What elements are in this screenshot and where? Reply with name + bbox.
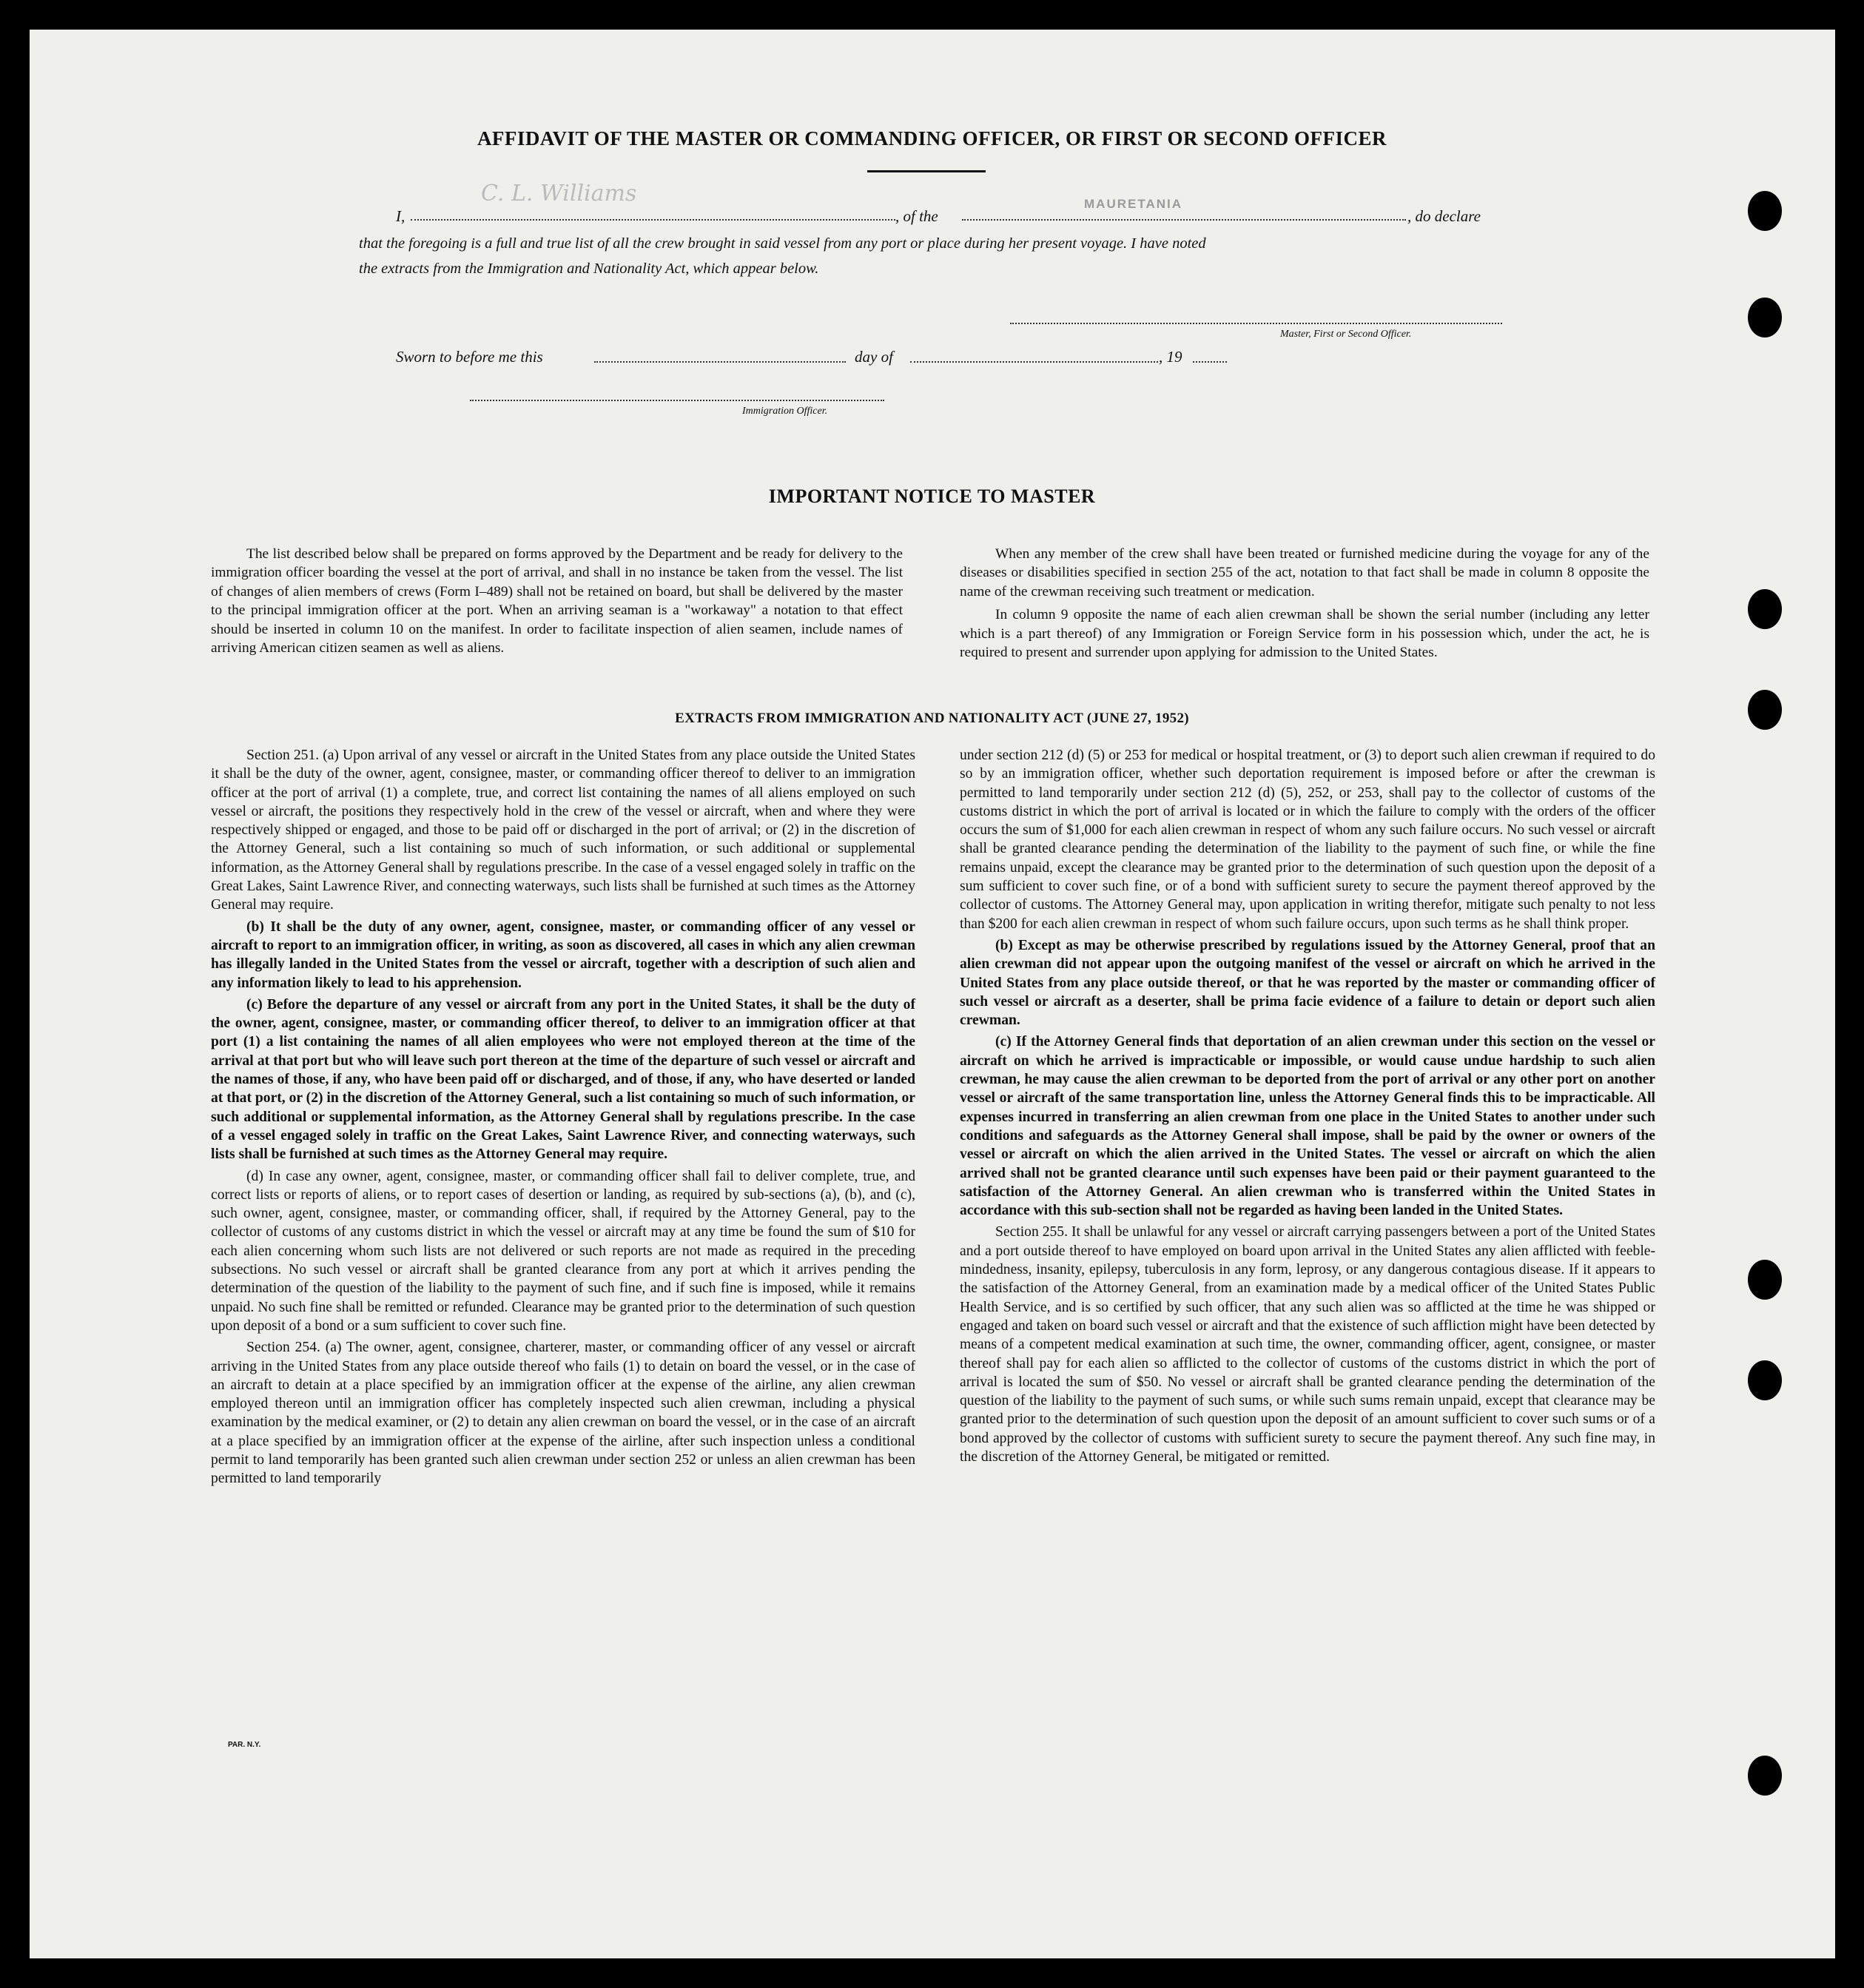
- master-signature-line: [1010, 323, 1502, 324]
- notice-left-paragraph: The list described below shall be prepared on forms approved by the Department and be ready for delivery to the immigration officer boarding the vessel at the port of arrival, and shall in no instance be taken from the vessel. The list of changes of alien members of crews (Form I–489) shall not be retained on board, but shall be delivered by the master to the principal immigration officer at the port. When an arriving seaman is a "workaway" a notation to that effect should be inserted in column 10 on the manifest. In order to facilitate inspection of alien seamen, include names of arriving American citizen seamen as well as aliens.: [211, 546, 903, 656]
- section-251-d: (d) In case any owner, agent, consignee, master, or commanding officer shall fail to deliver complete, true, and correct lists or reports of aliens, or to report cases of desertion or landing, as required by sub-sections (a), (b), and (c), such owner, agent, consignee, master, or commanding officer, shall, if required by the Attorney General, pay to the collector of customs of any customs district in which the vessel or aircraft may at any time be found the sum of $10 for each alien concerning whom such lists are not delivered or such reports are not made as required in the preceding subsections. No such vessel or aircraft shall be granted clearance from any port at which it arrives pending the determination of the question of the liability to the payment of such fine, and if such fine is imposed, while it remains unpaid. No such fine shall be remitted or refunded. Clearance may be granted prior to the determination of such question upon deposit of a bond or a sum sufficient to cover such fine.: [211, 1168, 915, 1334]
- signer-signature: C. L. Williams: [481, 181, 637, 206]
- section-255: Section 255. It shall be unlawful for any vessel or aircraft carrying passengers between a port of the United States and a port outside thereof to have employed on board upon arrival in the United States any alien afflicted with feeble-mindedness, insanity, epilepsy, tuberculosis in any form, leprosy, or any dangerous contagious disease. If it appears to the satisfaction of the Attorney General, from an examination made by a medical officer of the United States Public Health Service, and is so certified by such officer, that any such alien was so afflicted at the time he was shipped or engaged and taken on board such vessel or aircraft and that the existence of such affliction might have been detected by means of a competent medical examination at such time, the owner, commanding officer, agent, consignee, or master thereof shall pay for each alien so afflicted to the collector of customs of the customs district in which the port of arrival is located the sum of $50. No vessel or aircraft shall be granted clearance pending the determination of the question of the liability to the payment of such sums, or while such sums remain unpaid, except that clearance may be granted prior to the determination of such question upon the deposit of an amount sufficient to cover such sums or of a bond approved by the collector of customs with sufficient surety to secure the payment thereof. Any such fine may, in the discretion of the Attorney General, be mitigated or remitted.: [960, 1224, 1655, 1465]
- do-declare-label: , do declare: [1407, 207, 1481, 225]
- notice-right-column: [960, 545, 1649, 665]
- binder-hole: [1748, 191, 1782, 231]
- section-254-a: Section 254. (a) The owner, agent, consignee, charterer, master, or commanding officer of any vessel or aircraft arriving in the United States from any place outside thereof who fails (1) to detain on board the vessel, or in the case of an aircraft to detain at a place specified by an immigration officer at the expense of the airline, any alien crewman employed thereon until an immigration officer has completely inspected such alien crewman, including a physical examination by the medical examiner, or (2) to detain any alien crewman on board the vessel, or in the case of an aircraft at a place specified by an immigration officer at the expense of the airline, after such inspection unless a conditional permit to land temporarily has been granted such alien crewman under section 252 or unless an alien crewman has been permitted to land temporarily: [211, 1340, 915, 1487]
- section-254-c: (c) If the Attorney General finds that deportation of an alien crewman under this section on the vessel or aircraft on which he arrived is impracticable or impossible, or would cause undue hardship to such alien crewman, he may cause the alien crewman to be deported from the port of arrival or any other port on another vessel or aircraft of the same transportation line, unless the Attorney General finds this to be impracticable. All expenses incurred in transferring an alien crewman from one place in the United States to another under such conditions and safeguards as the Attorney General shall impose, shall be paid by the owner or owners of the vessel or aircraft on which the alien arrived in the United States. The vessel or aircraft on which the alien arrived shall not be granted clearance until such expenses have been paid or their payment guaranteed to the satisfaction of the Attorney General. An alien crewman who is transferred within the United States in accordance with this sub-section shall not be regarded as having been landed in the United States.: [960, 1034, 1655, 1219]
- section-254-b: (b) Except as may be otherwise prescribed by regulations issued by the Attorney General, proof that an alien crewman did not appear upon the outgoing manifest of the vessel or aircraft on which he arrived in the United States from any place outside thereof, or that he was reported by the master or commanding officer of such vessel or aircraft as a deserter, shall be prima facie evidence of a failure to detain or deport such alien crewman.: [960, 937, 1655, 1029]
- binder-hole: [1748, 1756, 1782, 1796]
- officer-caption: Immigration Officer.: [742, 406, 828, 417]
- declaration-text-1: that the foregoing is a full and true list of all the crew brought in said vessel from any port or place during her present voyage. I have noted: [359, 235, 1206, 252]
- notice-right-paragraph-1: When any member of the crew shall have been treated or furnished medicine during the voyage for any of the diseases or disabilities specified in section 255 of the act, notation to that fact shall be made in column 8 opposite the name of the crewman receiving such treatment or medication.: [960, 546, 1649, 600]
- vessel-name-stamp: MAURETANIA: [1084, 197, 1183, 211]
- printer-mark: PAR. N.Y.: [228, 1741, 261, 1749]
- notice-title: IMPORTANT NOTICE TO MASTER: [768, 486, 1096, 507]
- section-254-a-continued: under section 212 (d) (5) or 253 for medical or hospital treatment, or (3) to deport such alien crewman if required to do so by an immigration officer, whether such deportation requirement is imposed before or after the crewman is permitted to land temporarily under section 212 (d) (5), 252, or 253, shall pay to the collector of customs of the customs district in which the port of arrival is located or in which the failure to comply with the orders of the officer occurs the sum of $1,000 for each alien crewman in respect of whom any such failure occurs. No such vessel or aircraft shall be granted clearance pending the determination of the liability to the payment of such fine, or while the fine remains unpaid, except the clearance may be granted prior to the determination of such question upon the deposit of a sum sufficient to cover such fine, or of a bond with sufficient surety to secure the payment thereof approved by the collector of customs. The Attorney General may, upon application in writing therefor, mitigate such penalty to not less than $200 for each alien crewman in respect of whom such failure occurs, upon such terms as he shall think proper.: [960, 748, 1655, 932]
- affidavit-title: AFFIDAVIT OF THE MASTER OR COMMANDING OFFICER, OR FIRST OR SECOND OFFICER: [477, 127, 1387, 150]
- of-the-label: , of the: [895, 207, 938, 225]
- section-251-a: Section 251. (a) Upon arrival of any vessel or aircraft in the United States from any place outside the United States it shall be the duty of the owner, agent, consignee, master, or commanding officer thereof to deliver to an immigration officer at the port of arrival (1) a complete, true, and correct list containing the names of all aliens employed on such vessel or aircraft, the positions they respectively hold in the crew of the vessel or aircraft, when and where they were respectively shipped or engaged, and those to be paid off or discharged in the port of arrival; or (2) in the discretion of the Attorney General, such a list containing so much of such information, or such additional or supplemental information, as the Attorney General shall by regulations prescribe. In the case of a vessel engaged solely in traffic on the Great Lakes, Saint Lawrence River, and connecting waterways, such lists shall be furnished at such times as the Attorney General may require.: [211, 748, 915, 913]
- section-251-b: (b) It shall be the duty of any owner, agent, consignee, master, or commanding officer of any vessel or aircraft to report to an immigration officer, in writing, as soon as discovered, all cases in which any alien crewman has illegally landed in the United States from the vessel or aircraft, together with a description of such alien and any information likely to lead to his apprehension.: [211, 919, 915, 991]
- day-of-label: day of: [855, 348, 893, 366]
- binder-hole: [1748, 298, 1782, 338]
- section-251-c: (c) Before the departure of any vessel or aircraft from any port in the United States, it shall be the duty of the owner, agent, consignee, master, or commanding officer thereof, to deliver to an immigration officer at that port (1) a list containing the names of all alien employees who were not employed thereon at the time of the arrival at that port but who will leave such port thereon at the time of the departure of such vessel or aircraft and the names of those, if any, who have been paid off or discharged, and of those, if any, who have deserted or landed at that port, or (2) in the discretion of the Attorney General, such a list containing so much of such information, or such additional or supplemental information, as the Attorney General shall by regulations prescribe. In the case of a vessel engaged solely in traffic on the Great Lakes, Saint Lawrence River, and connecting waterways, such lists shall be furnished at such times as the Attorney General may require.: [211, 996, 915, 1163]
- extracts-right-column: [960, 746, 1655, 1469]
- year-label: , 19: [1159, 348, 1182, 366]
- extracts-left-column: [211, 746, 915, 1491]
- sworn-label: Sworn to before me this: [396, 348, 543, 366]
- declaration-text-2: the extracts from the Immigration and Nationality Act, which appear below.: [359, 261, 819, 277]
- notice-left-column: [211, 545, 903, 660]
- notice-right-paragraph-2: In column 9 opposite the name of each alien crewman shall be shown the serial number (including any letter which is a part thereof) of any Immigration or Foreign Service form in his possession which, under the act, he is required to present and surrender upon applying for admission to the United States.: [960, 607, 1649, 661]
- sworn-month-field: [910, 361, 1158, 363]
- binder-hole: [1748, 589, 1782, 629]
- master-caption: Master, First or Second Officer.: [1280, 329, 1412, 340]
- signer-name-field: [411, 219, 895, 221]
- vessel-name-field: [962, 219, 1406, 221]
- binder-hole: [1748, 1260, 1782, 1300]
- sworn-day-field: [594, 361, 846, 363]
- sworn-year-field: [1193, 361, 1227, 363]
- i-label: I,: [396, 207, 406, 225]
- title-divider: [867, 170, 986, 172]
- extracts-title: EXTRACTS FROM IMMIGRATION AND NATIONALITY ACT (JUNE 27, 1952): [675, 711, 1189, 726]
- binder-hole: [1748, 1360, 1782, 1400]
- officer-signature-line: [470, 400, 884, 401]
